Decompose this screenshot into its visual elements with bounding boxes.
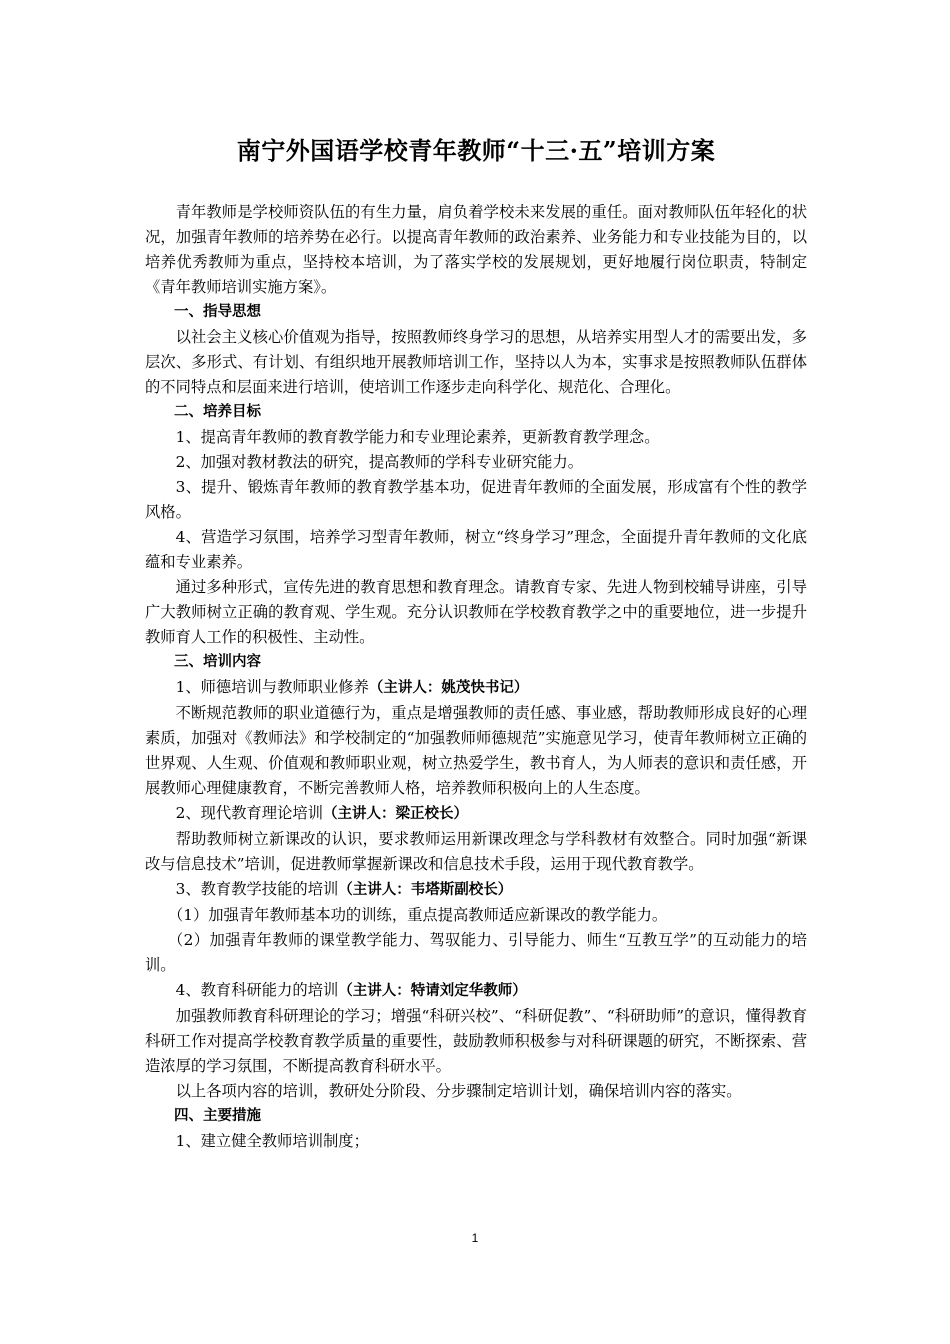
content-item-3-heading [145, 877, 807, 903]
goals-paragraph: 通过多种形式，宣传先进的教育思想和教育理念。请教育专家、先进人物到校辅导讲座，引导广大教师树立正确的教育观、学生观。充分认识教师在学校教育教学之中的重要地位，进一步提升教师育人工作的积极性、主动性。 [145, 578, 807, 646]
content-item-4-speaker: （主讲人：特请刘定华教师） [338, 983, 527, 999]
content-summary-paragraph: 以上各项内容的培训，教研处分阶段、分步骤制定培训计划，确保培训内容的落实。 [175, 1082, 742, 1100]
content-item-3-speaker: （主讲人：韦塔斯副校长） [338, 882, 513, 898]
content-item-2-title: 2、现代教育理论培训 [175, 804, 323, 822]
content-item-4-heading [145, 978, 807, 1004]
content-item-1-speaker: （主讲人：姚茂快书记） [368, 680, 529, 696]
measure-item-1: 1、建立健全教师培训制度； [175, 1132, 369, 1150]
content-item-3-title: 3、教育教学技能的培训 [175, 880, 339, 898]
content-item-3-sub-2: （2）加强青年教师的课堂教学能力、驾驭能力、引导能力、师生“互教互学”的互动能力的培训。 [145, 931, 807, 974]
section-heading-training-goals: 二、培养目标 [174, 404, 261, 420]
goal-item-4: 4、营造学习氛围，培养学习型青年教师，树立“终身学习”理念，全面提升青年教师的文化底蕴和专业素养。 [145, 528, 807, 571]
goal-item-3: 3、提升、锻炼青年教师的教育教学基本功，促进青年教师的全面发展，形成富有个性的教学风格。 [145, 478, 807, 521]
content-item-2-heading [145, 801, 807, 827]
goal-item-2: 2、加强对教材教法的研究，提高教师的学科专业研究能力。 [175, 453, 584, 471]
content-item-3-sub-1: （1）加强青年教师基本功的训练，重点提高教师适应新课改的教学能力。 [167, 906, 668, 924]
guiding-ideology-paragraph: 以社会主义核心价值观为指导，按照教师终身学习的思想，从培养实用型人才的需要出发，多层次、多形式、有计划、有组织地开展教师培训工作，坚持以人为本，实事求是按照教师队伍群体的不同特点和层面来进行培训，使培训工作逐步走向科学化、规范化、合理化。 [145, 328, 807, 396]
document-body [145, 200, 807, 1154]
content-item-1-title: 1、师德培训与教师职业修养 [175, 678, 369, 696]
content-item-4-paragraph: 加强教师教育科研理论的学习；增强“科研兴校”、“科研促教”、“科研助师”的意识，懂得教育科研工作对提高学校教育教学质量的重要性，鼓励教师积极参与对科研课题的研究，不断探索、营造浓厚的学习氛围，不断提高教育科研水平。 [145, 1007, 807, 1075]
content-item-2-paragraph: 帮助教师树立新课改的认识，要求教师运用新课改理念与学科教材有效整合。同时加强“新课改与信息技术”培训，促进教师掌握新课改和信息技术手段，运用于现代教育教学。 [145, 830, 807, 873]
page-number: 1 [471, 1231, 479, 1245]
document-title: 南宁外国语学校青年教师“十三·五”培训方案 [236, 136, 716, 165]
intro-paragraph: 青年教师是学校师资队伍的有生力量，肩负着学校未来发展的重任。面对教师队伍年轻化的状况，加强青年教师的培养势在必行。以提高青年教师的政治素养、业务能力和专业技能为目的，以培养优秀教师为重点，坚持校本培训，为了落实学校的发展规划，更好地履行岗位职责，特制定《青年教师培训实施方案》。 [145, 203, 807, 296]
content-item-2-speaker: （主讲人：梁正校长） [323, 806, 468, 822]
section-heading-guiding-ideology: 一、指导思想 [174, 304, 261, 320]
content-item-1-paragraph: 不断规范教师的职业道德行为，重点是增强教师的责任感、事业感，帮助教师形成良好的心理素质，加强对《教师法》和学校制定的“加强教师师德规范”实施意见学习，使青年教师树立正确的世界观、人生观、价值观和教师职业观，树立热爱学生，教书育人，为人师表的意识和责任感，开展教师心理健康教育，不断完善教师人格，培养教师积极向上的人生态度。 [145, 704, 807, 797]
section-heading-training-content: 三、培训内容 [174, 654, 261, 670]
goal-item-1: 1、提高青年教师的教育教学能力和专业理论素养，更新教育教学理念。 [175, 428, 660, 446]
content-item-1-heading [145, 675, 807, 701]
section-heading-main-measures: 四、主要措施 [174, 1108, 261, 1124]
content-item-4-title: 4、教育科研能力的培训 [175, 981, 339, 999]
